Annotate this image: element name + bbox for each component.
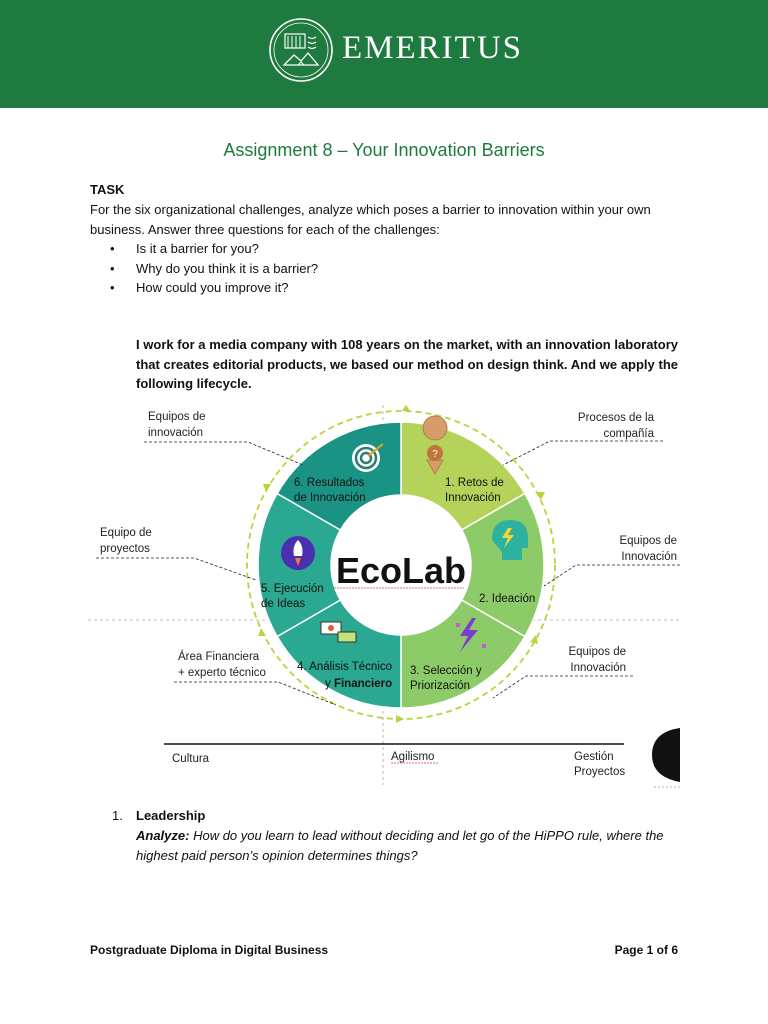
emeritus-logo-icon: [268, 17, 334, 83]
segment-label-2: [479, 593, 535, 605]
svg-text:Innovación: Innovación: [621, 551, 677, 563]
section-heading: [112, 806, 205, 826]
section-title: Leadership: [136, 808, 206, 823]
svg-text:1. Retos de: 1. Retos de: [445, 477, 504, 489]
footer-course: Postgraduate Diploma in Digital Business: [90, 943, 329, 957]
header-banner: [0, 0, 768, 108]
svg-text:innovación: innovación: [148, 427, 203, 439]
center-label: EcoLab: [335, 550, 467, 591]
axis-label-right-2: Proyectos: [574, 766, 626, 778]
axis-label-center: Agilismo: [391, 751, 435, 763]
section-number: 1.: [112, 808, 123, 823]
outer-label-mid-right: [544, 535, 680, 586]
svg-text:de Ideas: de Ideas: [261, 598, 306, 610]
outer-label-top-left: [144, 411, 303, 465]
svg-text:6. Resultados: 6. Resultados: [294, 477, 365, 489]
axis-label-right: Gestión: [574, 751, 614, 763]
bullet-item: • How could you improve it?: [110, 278, 318, 298]
svg-text:Innovación: Innovación: [570, 662, 626, 674]
arrow-icon: [402, 405, 410, 411]
bullet-item: • Why do you think it is a barrier?: [110, 259, 318, 279]
svg-text:2. Ideación: 2. Ideación: [479, 593, 536, 605]
svg-text:+ experto técnico: + experto técnico: [178, 667, 266, 679]
analyze-label: Analyze:: [136, 828, 190, 843]
arrow-icon: [258, 628, 266, 636]
footer-page-number: Page 1 of 6: [614, 943, 678, 957]
svg-text:Priorización: Priorización: [410, 680, 471, 692]
svg-text:Equipos de: Equipos de: [148, 411, 206, 423]
svg-text:de Innovación: de Innovación: [294, 492, 366, 504]
svg-text:?: ?: [432, 449, 438, 460]
outer-label-mid-left: [96, 527, 256, 580]
arrow-icon: [536, 492, 545, 500]
axis-label-left: Cultura: [172, 753, 210, 765]
svg-text:3. Selección y: 3. Selección y: [410, 665, 482, 677]
arrow-icon: [396, 715, 404, 723]
rocket-icon: [281, 536, 315, 570]
svg-text:5. Ejecución: 5. Ejecución: [261, 583, 324, 595]
task-bullets: [110, 239, 318, 298]
outer-label-top-right: [503, 412, 663, 465]
task-text: For the six organizational challenges, analyze which poses a barrier to innovation within your own business. Answer three questions for each of the challenges:: [90, 202, 651, 237]
svg-text:Innovación: Innovación: [445, 492, 501, 504]
ecolab-lifecycle-diagram: [88, 400, 680, 792]
intro-paragraph: I work for a media company with 108 years on the market, with an innovation laboratory that creates editorial products, we based our method on design think. And we apply the following lifecycle.: [136, 337, 678, 391]
svg-text:Equipos de: Equipos de: [568, 646, 626, 658]
task-heading: TASK: [90, 182, 125, 197]
brand-name: EMERITUS: [342, 30, 523, 66]
svg-text:4. Análisis Técnico: 4. Análisis Técnico: [297, 661, 393, 673]
cropped-shape: [652, 728, 680, 782]
svg-text:y Financiero: y Financiero: [325, 678, 393, 690]
analyze-text: How do you learn to lead without deciding and let go of the HiPPO rule, where the highest paid person’s opinion determines things?: [136, 828, 664, 863]
page-title: Assignment 8 – Your Innovation Barriers: [223, 140, 545, 160]
svg-text:compañía: compañía: [603, 428, 654, 440]
svg-text:Equipo de: Equipo de: [100, 527, 152, 539]
svg-text:Procesos de la: Procesos de la: [577, 412, 654, 424]
svg-text:Área Financiera: Área Financiera: [178, 651, 260, 663]
svg-text:proyectos: proyectos: [100, 543, 150, 555]
svg-text:Equipos de: Equipos de: [619, 535, 677, 547]
bullet-item: • Is it a barrier for you?: [110, 239, 318, 259]
analyze-paragraph: [136, 826, 680, 865]
